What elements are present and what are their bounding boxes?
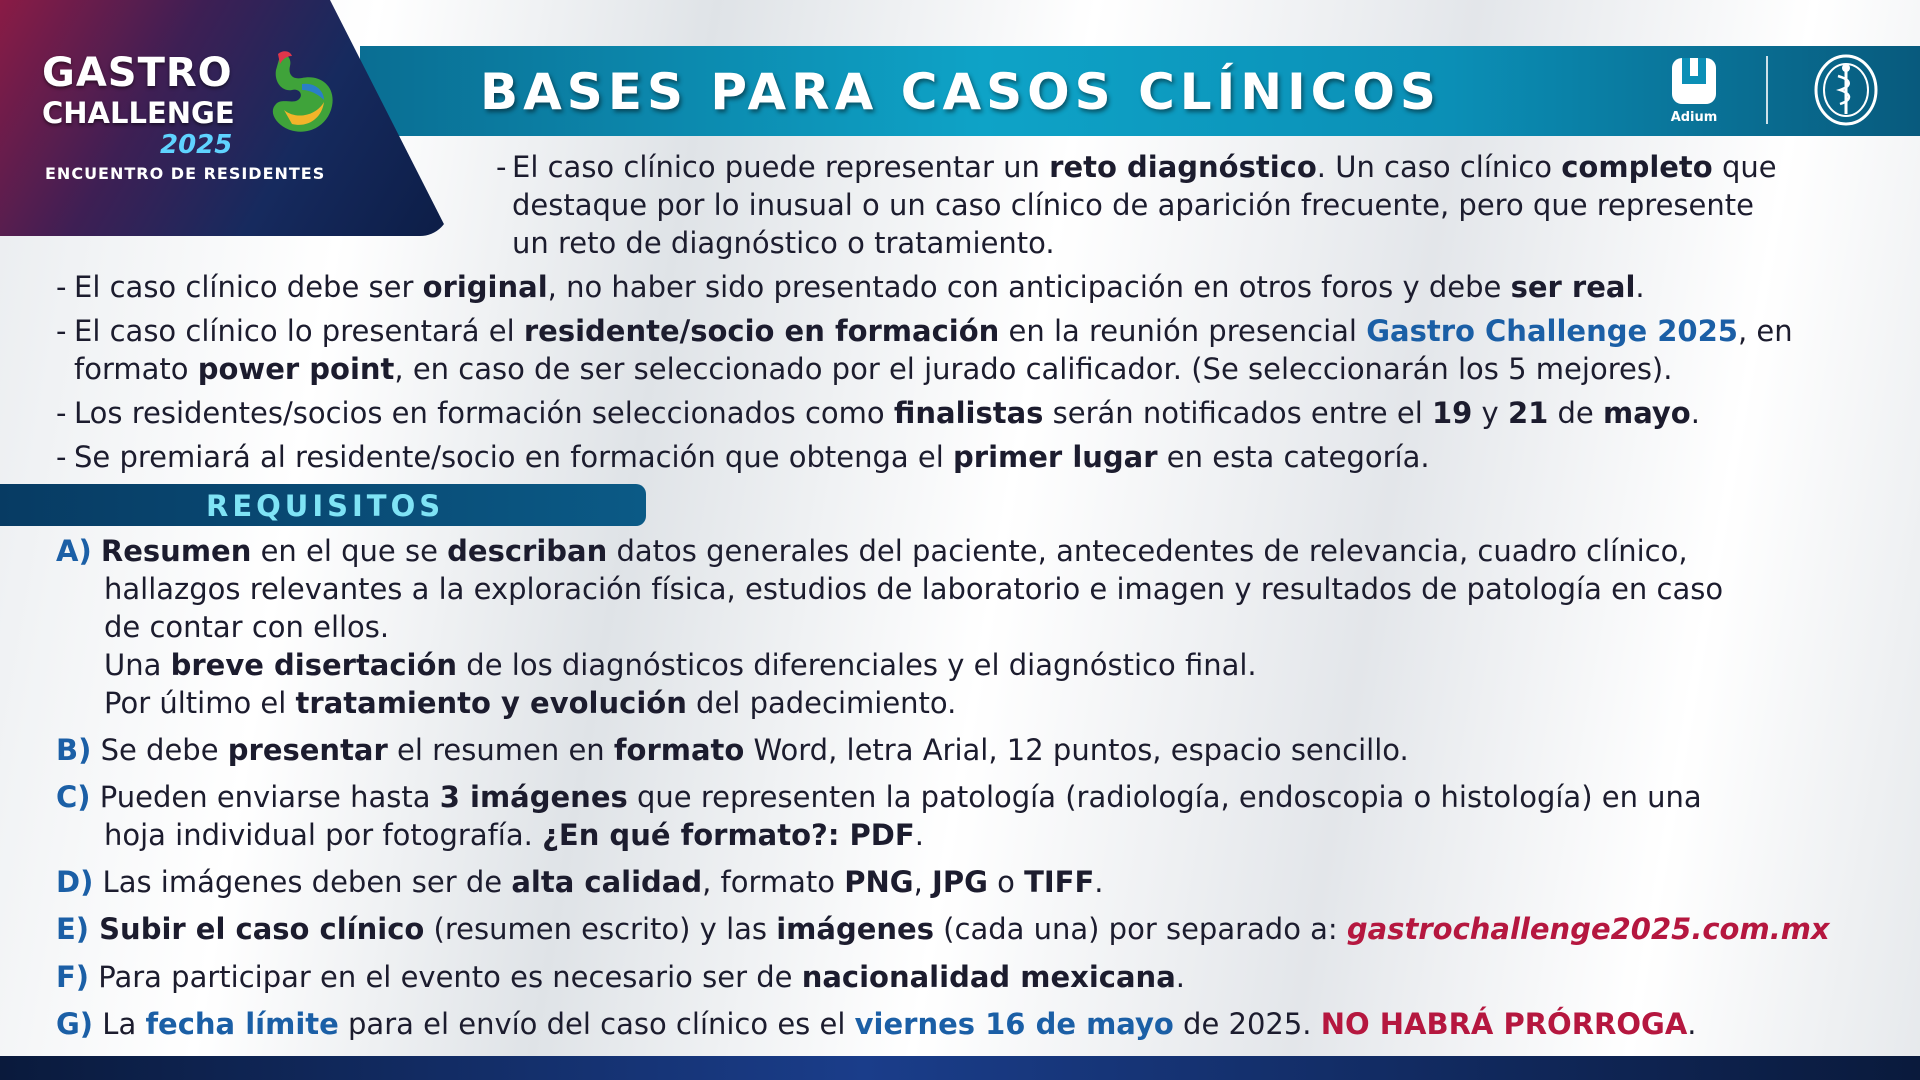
bold-text: nacionalidad mexicana bbox=[801, 960, 1176, 994]
bold-text: 21 bbox=[1507, 396, 1549, 430]
bold-text: primer lugar bbox=[953, 440, 1158, 474]
text: Una bbox=[104, 648, 171, 682]
req-a-line-1 bbox=[56, 532, 1688, 570]
text: de bbox=[1548, 396, 1603, 430]
text: (resumen escrito) y las bbox=[424, 912, 777, 946]
req-d bbox=[56, 863, 1104, 901]
text: . Un caso clínico bbox=[1316, 150, 1562, 184]
text: El caso clínico debe ser bbox=[74, 270, 423, 304]
text: para el envío del caso clínico es el bbox=[338, 1007, 855, 1041]
text: formato bbox=[74, 352, 198, 386]
req-a-line-3: de contar con ellos. bbox=[104, 610, 390, 644]
bullet-dash: - bbox=[56, 314, 67, 348]
bullet-dash: - bbox=[56, 270, 67, 304]
deadline-label: fecha límite bbox=[145, 1007, 339, 1041]
text: . bbox=[1175, 960, 1185, 994]
text: Por último el bbox=[104, 686, 296, 720]
bold-text: ser real bbox=[1510, 270, 1636, 304]
req-letter: D) bbox=[56, 865, 94, 899]
text: de 2025. bbox=[1173, 1007, 1321, 1041]
deadline-date: viernes 16 de mayo bbox=[854, 1007, 1174, 1041]
bold-text: tratamiento y evolución bbox=[295, 686, 687, 720]
text: Pueden enviarse hasta bbox=[90, 780, 440, 814]
req-letter: E) bbox=[56, 912, 90, 946]
adium-logo bbox=[1664, 56, 1724, 125]
text: el resumen en bbox=[387, 733, 614, 767]
bold-text: formato bbox=[613, 733, 745, 767]
bold-text: completo bbox=[1561, 150, 1713, 184]
bold-text: ¿En qué formato?: PDF bbox=[542, 818, 915, 852]
bold-text: 19 bbox=[1431, 396, 1473, 430]
text: , en caso de ser seleccionado por el jurado calificador. (Se seleccionarán los 5 mejores). bbox=[394, 352, 1673, 386]
base-3-line-1 bbox=[74, 312, 1793, 350]
text: en la reunión presencial bbox=[999, 314, 1367, 348]
req-b bbox=[56, 731, 1409, 769]
bullet-dash: - bbox=[56, 396, 67, 430]
bold-text: finalistas bbox=[893, 396, 1044, 430]
req-letter: B) bbox=[56, 733, 92, 767]
req-g bbox=[56, 1005, 1696, 1043]
bold-text: alta calidad bbox=[511, 865, 703, 899]
req-letter: G) bbox=[56, 1007, 94, 1041]
logo-gastro-text: GASTRO bbox=[42, 50, 233, 96]
text: El caso clínico lo presentará el bbox=[74, 314, 524, 348]
text: en el que se bbox=[251, 534, 448, 568]
text: del padecimiento. bbox=[686, 686, 957, 720]
base-5 bbox=[74, 438, 1430, 476]
text: Los residentes/socios en formación seleccionados como bbox=[74, 396, 894, 430]
text: Se debe bbox=[91, 733, 228, 767]
base-3-line-2 bbox=[74, 350, 1672, 388]
req-a-line-2: hallazgos relevantes a la exploración física, estudios de laboratorio e imagen y resultados de patología en caso bbox=[104, 572, 1724, 606]
text: . bbox=[1690, 396, 1700, 430]
bold-text: mayo bbox=[1602, 396, 1691, 430]
bold-text: breve disertación bbox=[170, 648, 458, 682]
text: Para participar en el evento es necesario ser de bbox=[89, 960, 802, 994]
req-c-line-2 bbox=[104, 816, 924, 854]
text: de los diagnósticos diferenciales y el diagnóstico final. bbox=[457, 648, 1257, 682]
logo-subtitle-text: ENCUENTRO DE RESIDENTES bbox=[45, 164, 326, 183]
text: , en bbox=[1737, 314, 1793, 348]
bullet-dash: - bbox=[496, 150, 507, 184]
base-4 bbox=[74, 394, 1700, 432]
adium-label: Adium bbox=[1670, 110, 1718, 125]
text: serán notificados entre el bbox=[1043, 396, 1432, 430]
req-e bbox=[56, 910, 1830, 948]
req-letter: A) bbox=[56, 534, 92, 568]
text: . bbox=[914, 818, 924, 852]
text: Se premiará al residente/socio en formación que obtenga el bbox=[74, 440, 954, 474]
base-1-line-2: destaque por lo inusual o un caso clínico de aparición frecuente, pero que represente bbox=[512, 188, 1754, 222]
stomach-icon bbox=[262, 50, 342, 140]
bold-text: TIFF bbox=[1024, 865, 1095, 899]
bold-text: describan bbox=[447, 534, 608, 568]
text: (cada una) por separado a: bbox=[933, 912, 1347, 946]
text: . bbox=[1094, 865, 1104, 899]
base-1-line-1 bbox=[512, 148, 1777, 186]
text: que representen la patología (radiología, endoscopia o histología) en una bbox=[627, 780, 1702, 814]
bold-text: residente/socio en formación bbox=[523, 314, 1000, 348]
text: El caso clínico puede representar un bbox=[512, 150, 1050, 184]
seal-icon bbox=[1812, 52, 1880, 128]
base-1-line-3: un reto de diagnóstico o tratamiento. bbox=[512, 226, 1055, 260]
bold-text: power point bbox=[197, 352, 395, 386]
bold-text: Resumen bbox=[100, 534, 252, 568]
text: o bbox=[987, 865, 1025, 899]
req-f bbox=[56, 958, 1185, 996]
bold-text: imágenes bbox=[776, 912, 934, 946]
text: , no haber sido presentado con anticipación en otros foros y debe bbox=[547, 270, 1511, 304]
page-title: BASES PARA CASOS CLÍNICOS bbox=[480, 63, 1441, 121]
req-a-line-5 bbox=[104, 684, 956, 722]
bold-text: reto diagnóstico bbox=[1049, 150, 1317, 184]
requisitos-title: REQUISITOS bbox=[206, 489, 445, 523]
bold-text: Subir el caso clínico bbox=[89, 912, 425, 946]
bold-text: presentar bbox=[227, 733, 388, 767]
bold-text: PNG bbox=[844, 865, 914, 899]
bold-text: 3 imágenes bbox=[439, 780, 628, 814]
text: , formato bbox=[702, 865, 845, 899]
logo-divider bbox=[1766, 56, 1768, 124]
bold-text: JPG bbox=[932, 865, 988, 899]
text: La bbox=[93, 1007, 146, 1041]
bullet-dash: - bbox=[56, 440, 67, 474]
text: . bbox=[1687, 1007, 1697, 1041]
event-name: Gastro Challenge 2025 bbox=[1366, 314, 1738, 348]
req-letter: C) bbox=[56, 780, 91, 814]
text: Las imágenes deben ser de bbox=[93, 865, 512, 899]
text: que bbox=[1712, 150, 1777, 184]
text: hoja individual por fotografía. bbox=[104, 818, 543, 852]
adium-icon bbox=[1670, 56, 1718, 106]
logo-challenge-text: CHALLENGE bbox=[42, 96, 235, 130]
logo-year-text: 2025 bbox=[160, 130, 233, 160]
text: , bbox=[913, 865, 933, 899]
bold-text: original bbox=[422, 270, 548, 304]
req-c-line-1 bbox=[56, 778, 1702, 816]
text: Word, letra Arial, 12 puntos, espacio sencillo. bbox=[744, 733, 1409, 767]
website-link[interactable]: gastrochallenge2025.com.mx bbox=[1346, 912, 1830, 946]
req-letter: F) bbox=[56, 960, 90, 994]
no-extension-warning: NO HABRÁ PRÓRROGA bbox=[1320, 1007, 1688, 1041]
text: en esta categoría. bbox=[1157, 440, 1430, 474]
text: datos generales del paciente, antecedentes de relevancia, cuadro clínico, bbox=[607, 534, 1688, 568]
bottom-band bbox=[0, 1056, 1920, 1080]
text: y bbox=[1472, 396, 1508, 430]
req-a-line-4 bbox=[104, 646, 1257, 684]
text: . bbox=[1635, 270, 1645, 304]
base-2 bbox=[74, 268, 1645, 306]
